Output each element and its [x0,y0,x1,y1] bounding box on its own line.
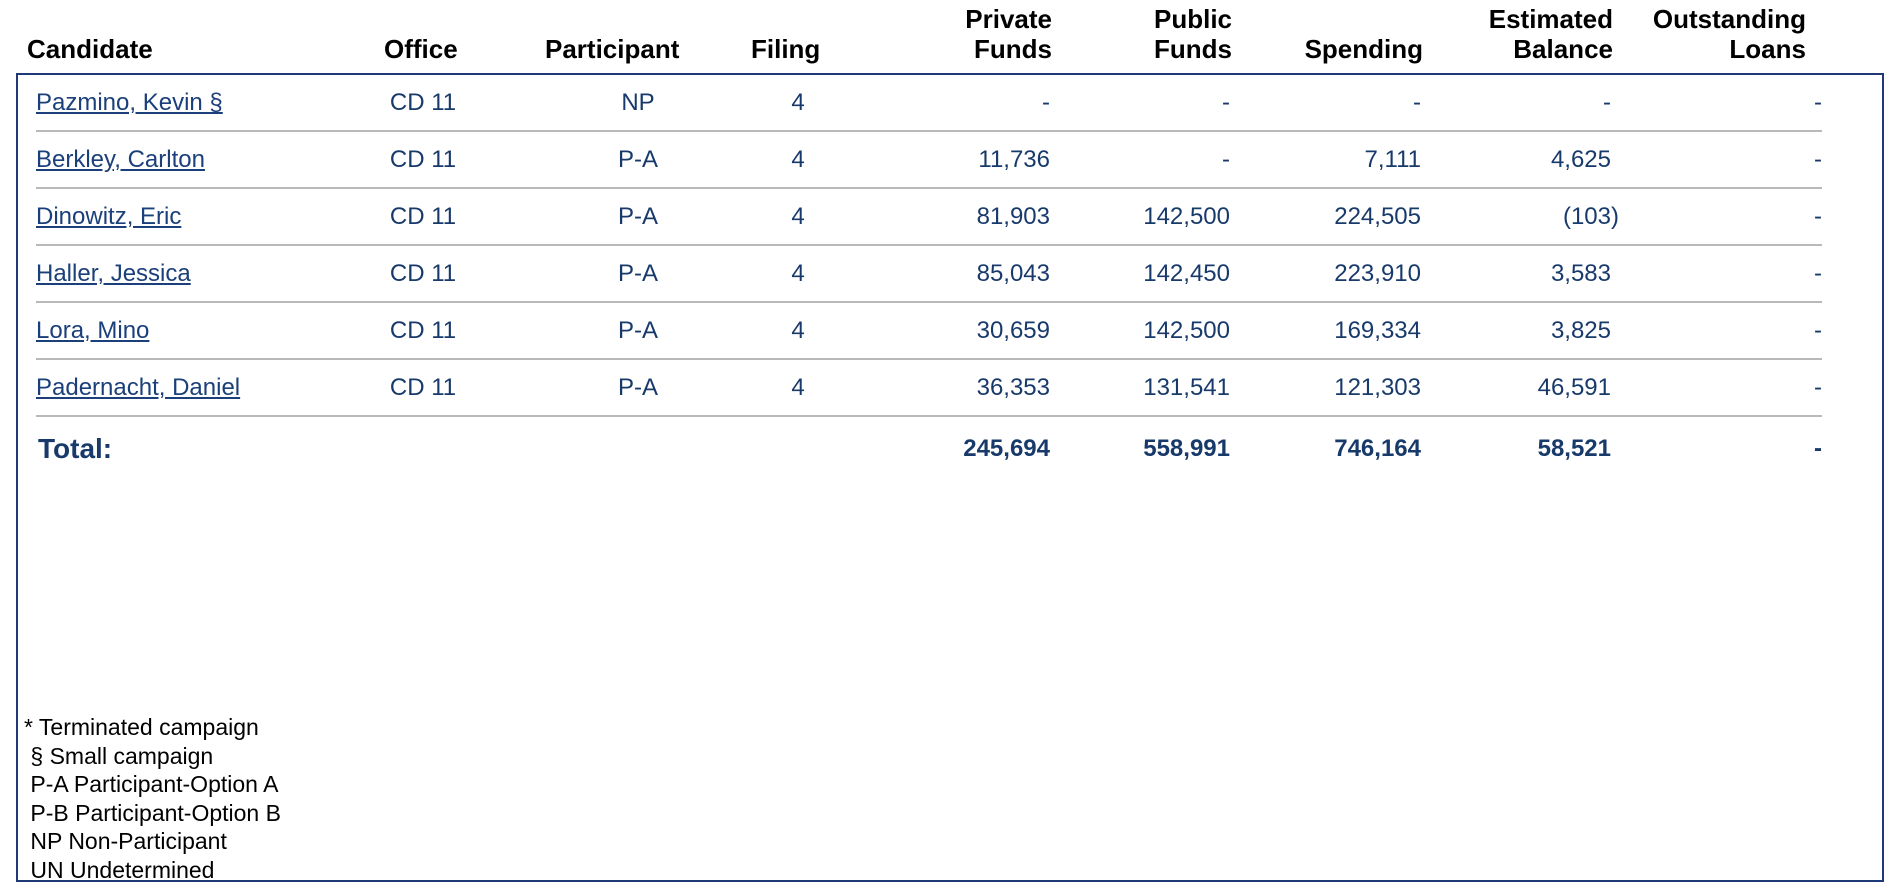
estimated-balance-cell: 4,625 [1550,146,1611,173]
table-row [18,189,1884,246]
filing-cell: 4 [791,146,805,173]
filing-cell: 4 [791,317,805,344]
private-funds-cell: 36,353 [976,374,1050,401]
total-estimated-balance: 58,521 [1537,435,1611,462]
table-row [18,246,1884,303]
header-outstanding-loans: Outstanding Loans [1652,4,1806,64]
private-funds-cell: 85,043 [976,260,1050,287]
public-funds-cell: 142,450 [1143,260,1230,287]
table-frame [16,73,1884,882]
filing-cell: 4 [791,203,805,230]
estimated-balance-cell: - [1603,89,1611,116]
table-row [18,303,1884,360]
public-funds-cell: 131,541 [1143,374,1230,401]
private-funds-cell: 11,736 [978,146,1050,173]
participant-cell: P-A [617,317,658,344]
public-funds-cell: - [1222,146,1230,173]
participant-cell: P-A [617,374,658,401]
outstanding-loans-cell: - [1814,203,1822,230]
header-participant: Participant [545,34,680,64]
filing-cell: 4 [791,260,805,287]
candidate-link[interactable]: Berkley, Carlton [36,146,205,173]
total-spending: 746,164 [1334,435,1421,462]
legend-item: P-B Participant-Option B [24,799,281,826]
candidate-link[interactable]: Padernacht, Daniel [36,374,241,401]
header-estimated-balance: Estimated Balance [1488,4,1613,64]
public-funds-cell: - [1222,89,1230,116]
office-cell: CD 11 [389,89,457,116]
header-public-funds: Public Funds [1153,4,1232,64]
total-private-funds: 245,694 [963,435,1050,462]
participant-cell: P-A [617,260,658,287]
office-cell: CD 11 [389,317,457,344]
legend-item: P-A Participant-Option A [24,771,279,797]
legend-item: * Terminated campaign [24,714,259,740]
spending-cell: 169,334 [1334,317,1421,344]
table-row [18,360,1884,417]
candidate-link[interactable]: Lora, Mino [36,317,150,344]
outstanding-loans-cell: - [1814,260,1822,287]
private-funds-cell: 30,659 [976,317,1050,344]
header-office: Office [384,34,458,64]
spending-cell: - [1413,89,1421,116]
participant-cell: P-A [617,146,658,173]
total-row [18,417,1884,477]
header-spending: Spending [1304,34,1423,64]
outstanding-loans-cell: - [1814,317,1822,344]
total-public-funds: 558,991 [1143,435,1230,462]
candidate-link[interactable]: Haller, Jessica [36,260,191,287]
header-private-funds: Private Funds [965,4,1052,64]
legend-item: UN Undetermined [24,856,215,883]
office-cell: CD 11 [389,203,457,230]
spending-cell: 224,505 [1334,203,1421,230]
legend-item: NP Non-Participant [24,828,227,854]
outstanding-loans-cell: - [1814,89,1822,116]
public-funds-cell: 142,500 [1143,317,1230,344]
total-outstanding-loans: - [1814,435,1822,462]
participant-cell: NP [621,89,655,116]
private-funds-cell: - [1042,89,1050,116]
legend-item: § Small campaign [24,742,214,769]
participant-cell: P-A [617,203,658,230]
office-cell: CD 11 [389,260,457,287]
estimated-balance-cell: 3,583 [1550,260,1611,287]
filing-cell: 4 [791,374,805,401]
header-candidate: Candidate [27,34,153,64]
outstanding-loans-cell: - [1814,146,1822,173]
estimated-balance-cell: 46,591 [1537,374,1611,401]
spending-cell: 121,303 [1334,374,1421,401]
private-funds-cell: 81,903 [976,203,1050,230]
spending-cell: 223,910 [1334,260,1421,287]
filing-cell: 4 [791,89,805,116]
header-filing: Filing [751,34,821,64]
total-label: Total: [38,433,113,464]
office-cell: CD 11 [389,146,457,173]
legend [24,713,281,884]
outstanding-loans-cell: - [1814,374,1822,401]
estimated-balance-cell: 3,825 [1550,317,1611,344]
table-row [18,132,1884,189]
public-funds-cell: 142,500 [1143,203,1230,230]
candidate-link[interactable]: Dinowitz, Eric [36,203,182,230]
table-header [0,0,1900,70]
table-row [18,75,1884,132]
candidate-link[interactable]: Pazmino, Kevin § [36,89,223,116]
spending-cell: 7,111 [1364,146,1421,173]
estimated-balance-cell: (103) [1562,203,1619,230]
office-cell: CD 11 [389,374,457,401]
